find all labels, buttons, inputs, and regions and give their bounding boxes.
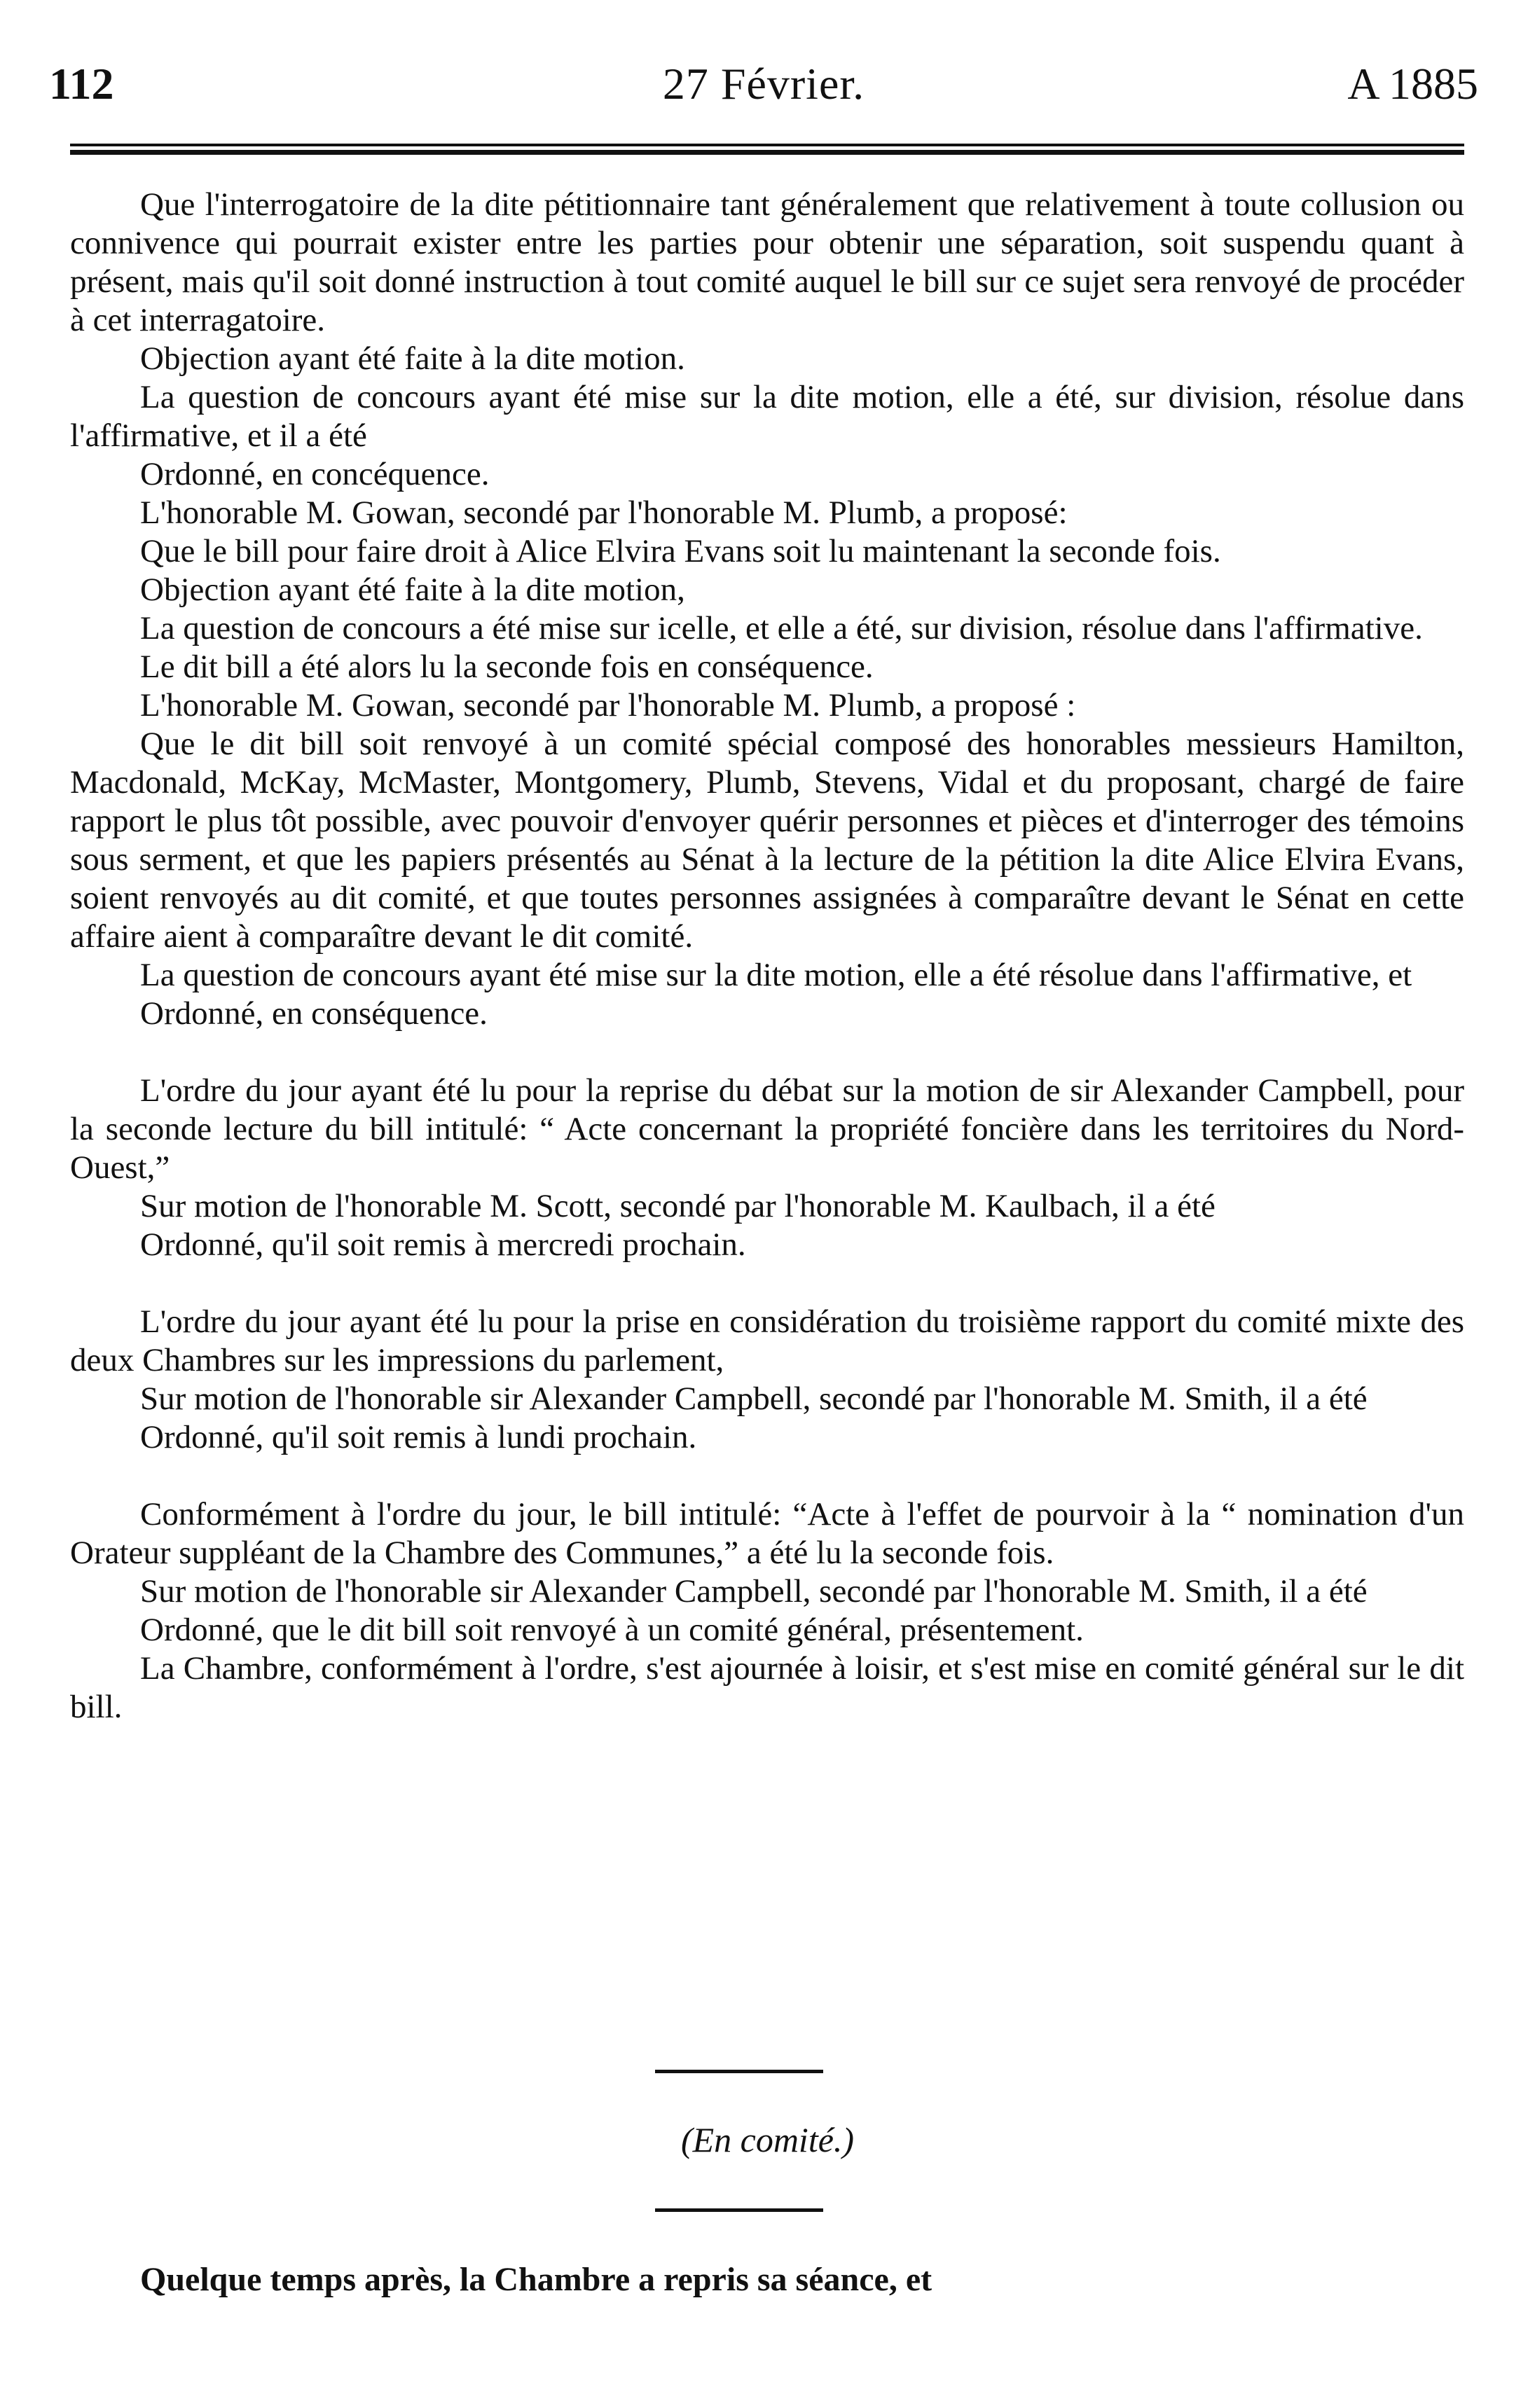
- paragraph: Objection ayant été faite à la dite motion.: [140, 340, 685, 377]
- paragraph: La question de concours a été mise sur icelle, et elle a été, sur division, résolue dans l'affirmative.: [140, 610, 1423, 646]
- paragraph: Sur motion de l'honorable M. Scott, secondé par l'honorable M. Kaulbach, il a été: [140, 1188, 1216, 1224]
- section-divider-bottom: [655, 2208, 823, 2212]
- paragraph: Sur motion de l'honorable sir Alexander Campbell, secondé par l'honorable M. Smith, il a été: [140, 1573, 1368, 1610]
- paragraph: Que l'interrogatoire de la dite pétitionnaire tant généralement que relativement à toute collusion ou connivence qui pourrait exister entre les parties pour obtenir une séparation, soit suspendu quant à présent, mais qu'il soit donné instruction à tout comité auquel le bill sur ce sujet sera renvoyé de procéder à cet interragatoire.: [70, 186, 1464, 338]
- paragraph: Objection ayant été faite à la dite motion,: [140, 572, 685, 608]
- page-year: A 1885: [1347, 59, 1478, 109]
- committee-heading: (En comité.): [680, 2120, 855, 2159]
- paragraph: La question de concours ayant été mise sur la dite motion, elle a été, sur division, résolue dans l'affirmative, et il a été: [70, 379, 1464, 454]
- paragraph: La question de concours ayant été mise sur la dite motion, elle a été résolue dans l'affirmative, et: [140, 957, 1412, 993]
- page-header: [49, 42, 1478, 126]
- header-double-rule: [70, 144, 1464, 158]
- closing-line: Quelque temps après, la Chambre a repris sa séance, et: [140, 2261, 932, 2298]
- body-text: [70, 186, 1464, 1727]
- paragraph: Que le bill pour faire droit à Alice Elvira Evans soit lu maintenant la seconde fois.: [140, 533, 1221, 569]
- section-divider-top: [655, 2070, 823, 2073]
- paragraph: Que le dit bill soit renvoyé à un comité spécial composé des honorables messieurs Hamilton, Macdonald, McKay, McMaster, Montgomery, Plumb, Stevens, Vidal et du proposant, chargé de faire rapport le plus tôt possible, avec pouvoir d'envoyer quérir personnes et pièces et d'interroger des témoins sous serment, et que les papiers présentés au Sénat à la lecture de la pétition la dite Alice Elvira Evans, soient renvoyés au dit comité, et que toutes personnes assignées à comparaître devant le Sénat en cette affaire aient à comparaître devant le dit comité.: [70, 726, 1464, 955]
- paragraph: Le dit bill a été alors lu la seconde fois en conséquence.: [140, 649, 874, 685]
- paragraph: Ordonné, qu'il soit remis à lundi prochain.: [140, 1419, 697, 1455]
- paragraph: L'honorable M. Gowan, secondé par l'honorable M. Plumb, a proposé :: [140, 687, 1076, 724]
- paragraph: L'ordre du jour ayant été lu pour la reprise du débat sur la motion de sir Alexander Campbell, pour la seconde lecture du bill intitulé: “ Acte concernant la propriété foncière dans les territoires du Nord-Ouest,”: [70, 1072, 1464, 1186]
- paragraph: Ordonné, en conséquence.: [140, 995, 488, 1032]
- paragraph: La Chambre, conformément à l'ordre, s'est ajournée à loisir, et s'est mise en comité général sur le dit bill.: [70, 1650, 1464, 1725]
- paragraph: Ordonné, en concéquence.: [140, 456, 490, 492]
- paragraph: Sur motion de l'honorable sir Alexander Campbell, secondé par l'honorable M. Smith, il a été: [140, 1381, 1368, 1417]
- paragraph: Ordonné, que le dit bill soit renvoyé à un comité général, présentement.: [140, 1612, 1084, 1648]
- page-date: 27 Février.: [662, 59, 865, 109]
- paragraph: L'honorable M. Gowan, secondé par l'honorable M. Plumb, a proposé:: [140, 494, 1068, 531]
- page-number: 112: [49, 59, 114, 109]
- paragraph: Ordonné, qu'il soit remis à mercredi prochain.: [140, 1226, 746, 1263]
- paragraph: L'ordre du jour ayant été lu pour la prise en considération du troisième rapport du comité mixte des deux Chambres sur les impressions du parlement,: [70, 1303, 1464, 1378]
- paragraph: Conformément à l'ordre du jour, le bill intitulé: “Acte à l'effet de pourvoir à la “ nomination d'un Orateur suppléant de la Chambre des Communes,” a été lu la seconde fois.: [70, 1496, 1464, 1571]
